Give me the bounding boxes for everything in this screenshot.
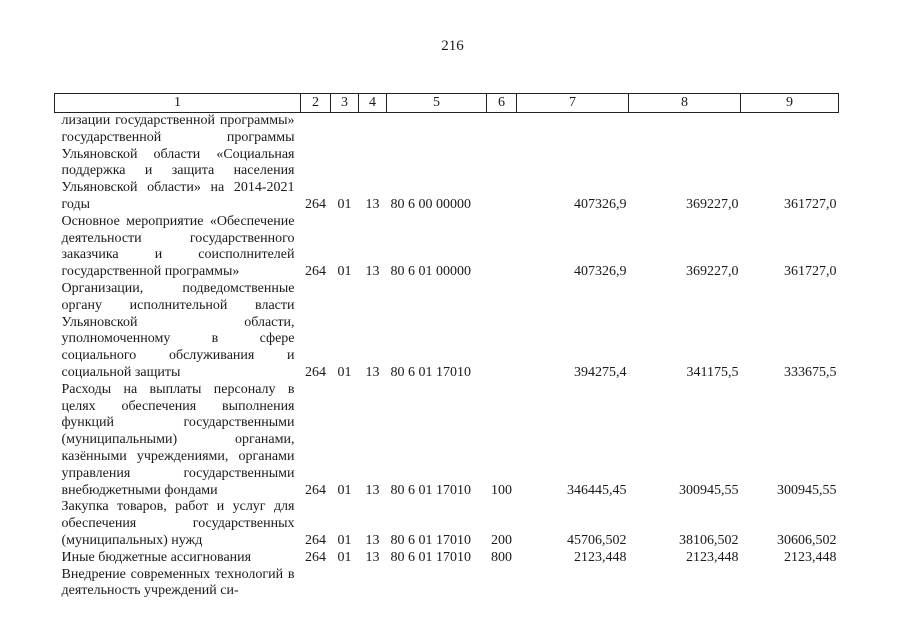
row-section-code: 01: [337, 196, 352, 212]
row-ministry-code: 264: [305, 549, 326, 565]
column-header-5: 5: [387, 94, 487, 113]
row-target-article: 80 6 01 00000: [390, 264, 471, 280]
row-amount-year2: [629, 567, 741, 601]
row-name: лизации государственной программы» государственной программы Ульяновской области «Социальная поддержка и защита населения Ульяновской области» на 2014-2021 годы: [61, 113, 295, 212]
table-row: [55, 113, 839, 214]
row-section-code: 01: [337, 532, 352, 548]
column-header-3: 3: [331, 94, 359, 113]
row-amount-year1: 394275,4: [574, 364, 627, 380]
row-subsection-code: 13: [365, 532, 380, 548]
row-section-code: 01: [337, 264, 352, 280]
row-section-code: 01: [337, 549, 352, 565]
row-expense-kind: [487, 214, 517, 281]
row-amount-year2: 369227,0: [686, 264, 739, 280]
column-header-4: 4: [359, 94, 387, 113]
column-header-6: 6: [487, 94, 517, 113]
table-row: [55, 550, 839, 567]
row-expense-kind: 100: [491, 482, 512, 498]
row-amount-year3: 333675,5: [784, 364, 837, 380]
row-amount-year1: 346445,45: [567, 482, 627, 498]
row-amount-year1: 2123,448: [574, 549, 627, 565]
row-amount-year1: [517, 567, 629, 601]
row-name: Расходы на выплаты персоналу в целях обеспечения выполнения функций государственными (муниципальными) органами, казёнными учреждениями, органами управления государственными внебюджетными фондами: [61, 381, 295, 498]
column-header-9: 9: [741, 94, 839, 113]
column-header-1: 1: [55, 94, 301, 113]
row-expense-kind: 800: [491, 549, 512, 565]
row-section-code: 01: [337, 482, 352, 498]
row-section-code: 01: [337, 364, 352, 380]
row-section-code: [331, 567, 359, 601]
row-amount-year3: 361727,0: [784, 264, 837, 280]
row-expense-kind: [487, 281, 517, 382]
row-amount-year3: 2123,448: [784, 549, 837, 565]
table-row: [55, 567, 839, 601]
row-target-article: 80 6 01 17010: [390, 482, 471, 498]
table-body: [55, 113, 839, 601]
row-amount-year2: 300945,55: [679, 482, 739, 498]
row-name: Основное мероприятие «Обеспечение деятельности государственного заказчика и соисполнителей государственной программы»: [61, 213, 295, 280]
row-target-article: [387, 567, 487, 601]
row-target-article: 80 6 01 17010: [390, 549, 471, 565]
row-expense-kind: 200: [491, 532, 512, 548]
row-target-article: 80 6 01 17010: [390, 532, 471, 548]
row-ministry-code: [301, 567, 331, 601]
column-header-2: 2: [301, 94, 331, 113]
row-amount-year3: 30606,502: [777, 532, 837, 548]
row-amount-year3: [741, 567, 839, 601]
table-header: [55, 94, 839, 113]
row-amount-year3: 361727,0: [784, 196, 837, 212]
row-subsection-code: [359, 567, 387, 601]
row-name: Внедрение современных технологий в деятельность учреждений си-: [61, 566, 295, 599]
row-ministry-code: 264: [305, 364, 326, 380]
row-ministry-code: 264: [305, 196, 326, 212]
row-subsection-code: 13: [365, 364, 380, 380]
row-amount-year2: 38106,502: [679, 532, 739, 548]
row-expense-kind: [487, 113, 517, 214]
row-name: Организации, подведомственные органу исполнительной власти Ульяновской области, уполномоченному в сфере социального обслуживания и социальной защиты: [61, 280, 295, 380]
row-name: Иные бюджетные ассигнования: [61, 549, 252, 565]
row-amount-year1: 45706,502: [567, 532, 627, 548]
row-amount-year2: 369227,0: [686, 196, 739, 212]
row-amount-year3: 300945,55: [777, 482, 837, 498]
row-amount-year2: 341175,5: [686, 364, 739, 380]
row-subsection-code: 13: [365, 196, 380, 212]
table-row: [55, 382, 839, 500]
table-row: [55, 281, 839, 382]
column-header-7: 7: [517, 94, 629, 113]
row-ministry-code: 264: [305, 532, 326, 548]
row-name: Закупка товаров, работ и услуг для обеспечения государственных (муниципальных) нужд: [61, 499, 295, 548]
table-row: [55, 214, 839, 281]
row-ministry-code: 264: [305, 264, 326, 280]
header-row: [55, 94, 839, 113]
column-header-8: 8: [629, 94, 741, 113]
row-target-article: 80 6 01 17010: [390, 364, 471, 380]
row-amount-year2: 2123,448: [686, 549, 739, 565]
row-subsection-code: 13: [365, 549, 380, 565]
budget-table: [54, 93, 839, 600]
row-amount-year1: 407326,9: [574, 196, 627, 212]
row-subsection-code: 13: [365, 482, 380, 498]
row-subsection-code: 13: [365, 264, 380, 280]
page-number: 216: [441, 38, 464, 54]
row-amount-year1: 407326,9: [574, 264, 627, 280]
row-ministry-code: 264: [305, 482, 326, 498]
budget-table-container: [54, 93, 838, 600]
table-row: [55, 499, 839, 549]
row-target-article: 80 6 00 00000: [390, 196, 471, 212]
row-expense-kind: [487, 567, 517, 601]
